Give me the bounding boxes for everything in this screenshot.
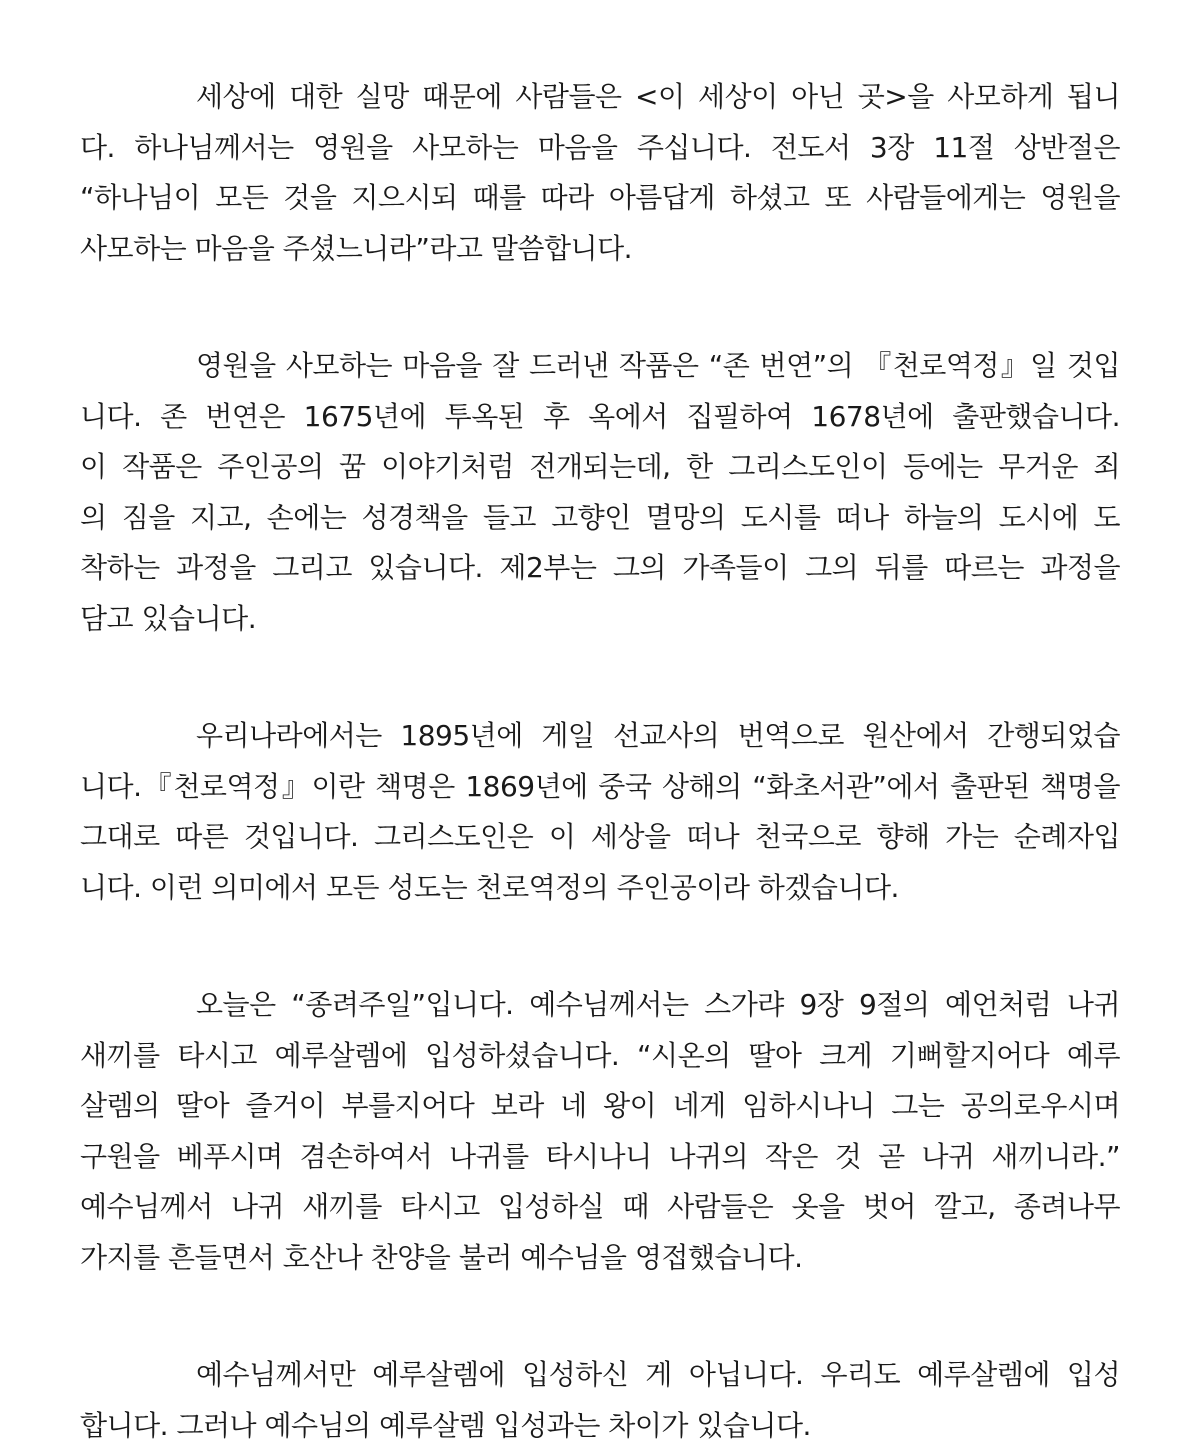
text-line: 니다. 존 번연은 1675년에 투옥된 후 옥에서 집필하여 1678년에 출판했습니다. xyxy=(80,399,1120,433)
paragraph-2 xyxy=(80,341,1120,644)
text-line: 사모하는 마음을 주셨느니라”라고 말씀합니다. xyxy=(80,231,633,265)
paragraph-4 xyxy=(80,980,1120,1283)
text-line: 가지를 흔들면서 호산나 찬양을 불러 예수님을 영접했습니다. xyxy=(80,1240,803,1274)
text-line: 다. 하나님께서는 영원을 사모하는 마음을 주십니다. 전도서 3장 11절 상반절은 xyxy=(80,130,1120,164)
paragraph-5 xyxy=(80,1350,1120,1451)
text-line: 새끼를 타시고 예루살렘에 입성하셨습니다. “시온의 딸아 크게 기뻐할지어다 예루 xyxy=(80,1038,1120,1072)
text-line: 니다.『천로역정』이란 책명은 1869년에 중국 상해의 “화초서관”에서 출판된 책명을 xyxy=(80,769,1120,803)
text-line: 세상에 대한 실망 때문에 사람들은 <이 세상이 아닌 곳>을 사모하게 됩니 xyxy=(196,80,1120,113)
text-line: 의 짐을 지고, 손에는 성경책을 들고 고향인 멸망의 도시를 떠나 하늘의 도시에 도 xyxy=(80,500,1120,534)
text-line: 예수님께서만 예루살렘에 입성하신 게 아닙니다. 우리도 예루살렘에 입성 xyxy=(196,1358,1120,1391)
text-line: 영원을 사모하는 마음을 잘 드러낸 작품은 “존 번연”의 『천로역정』일 것입 xyxy=(196,349,1120,382)
text-line: 착하는 과정을 그리고 있습니다. 제2부는 그의 가족들이 그의 뒤를 따르는 과정을 xyxy=(80,551,1120,584)
document-page xyxy=(80,72,1120,1451)
text-line: 구원을 베푸시며 겸손하여서 나귀를 타시나니 나귀의 작은 것 곧 나귀 새끼니라.” xyxy=(80,1139,1120,1173)
paragraph-3 xyxy=(80,711,1120,913)
text-line: 그대로 따른 것입니다. 그리스도인은 이 세상을 떠나 천국으로 향해 가는 순례자입 xyxy=(80,820,1120,853)
text-line: 오늘은 “종려주일”입니다. 예수님께서는 스가랴 9장 9절의 예언처럼 나귀 xyxy=(196,988,1120,1021)
text-line: 담고 있습니다. xyxy=(80,601,257,635)
paragraph-1 xyxy=(80,72,1120,274)
text-line: 합니다. 그러나 예수님의 예루살렘 입성과는 차이가 있습니다. xyxy=(80,1408,811,1442)
text-line: 예수님께서 나귀 새끼를 타시고 입성하실 때 사람들은 옷을 벗어 깔고, 종려나무 xyxy=(80,1190,1120,1223)
text-line: 니다. 이런 의미에서 모든 성도는 천로역정의 주인공이라 하겠습니다. xyxy=(80,870,899,904)
text-line: 우리나라에서는 1895년에 게일 선교사의 번역으로 원산에서 간행되었습 xyxy=(196,719,1120,752)
text-line: “하나님이 모든 것을 지으시되 때를 따라 아름답게 하셨고 또 사람들에게는 영원을 xyxy=(80,181,1120,214)
text-line: 살렘의 딸아 즐거이 부를지어다 보라 네 왕이 네게 임하시나니 그는 공의로우시며 xyxy=(80,1089,1120,1122)
text-line: 이 작품은 주인공의 꿈 이야기처럼 전개되는데, 한 그리스도인이 등에는 무거운 죄 xyxy=(80,450,1120,483)
